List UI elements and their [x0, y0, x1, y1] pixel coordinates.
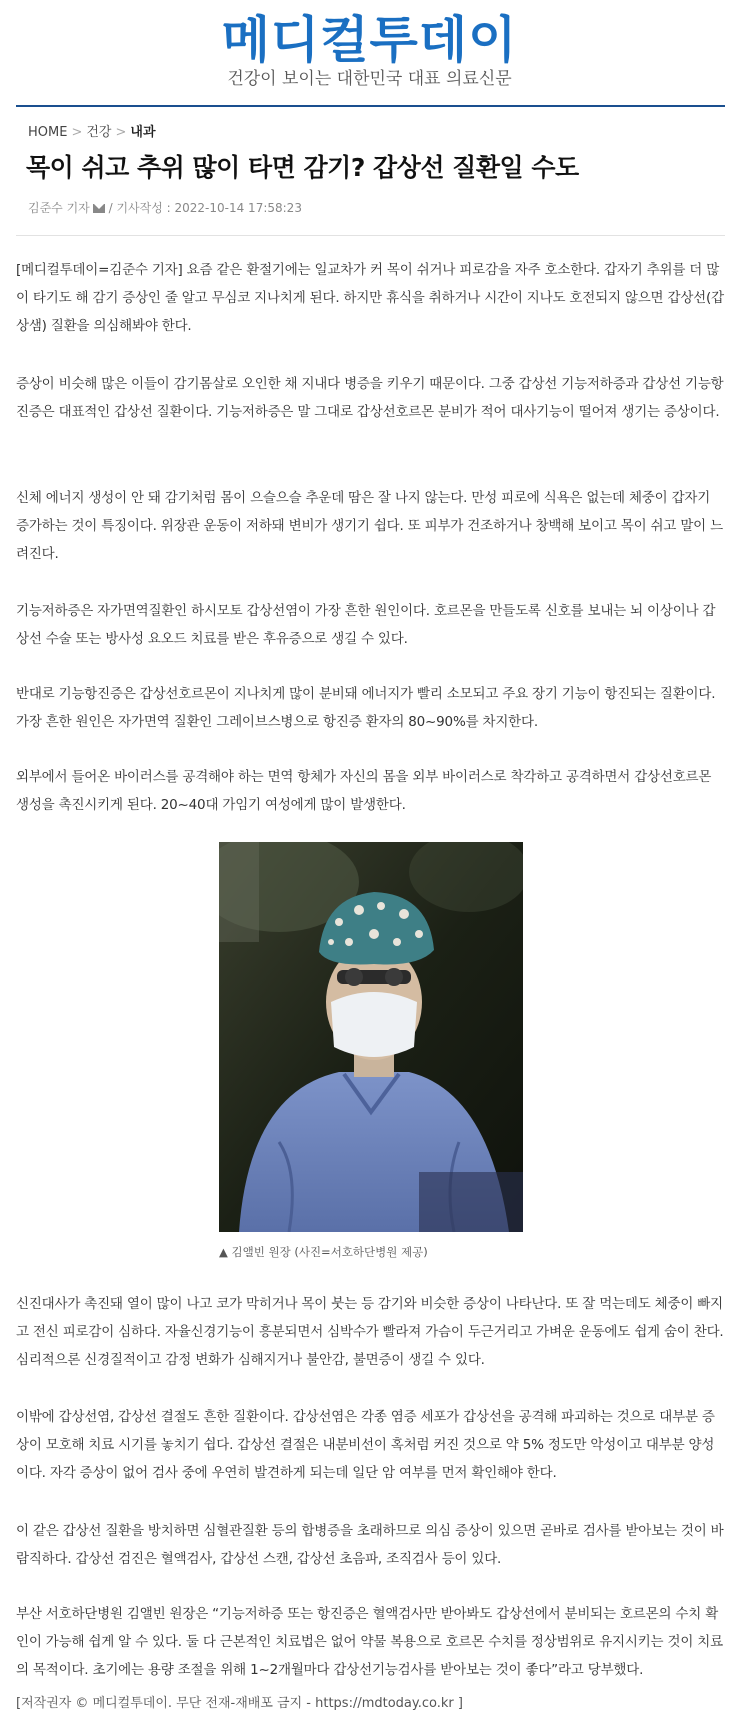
- site-logo[interactable]: 메디컬투데이: [221, 11, 518, 69]
- article-paragraph: 이 같은 갑상선 질환을 방치하면 심혈관질환 등의 합병증을 초래하므로 의심 증상이 있으면 곧바로 검사를 받아보는 것이 바람직하다. 갑상선 검진은 혈액검사, 갑상선 스캔, 갑상선 초음파, 조직검사 등이 있다.: [16, 1523, 724, 1567]
- masthead: [0, 0, 739, 108]
- surgeon-photo-illustration: [219, 842, 523, 1232]
- header-divider: [16, 105, 725, 107]
- photo-caption: ▲ 김앨빈 원장 (사진=서호하단병원 제공): [219, 1245, 428, 1259]
- breadcrumb-separator: >: [71, 125, 83, 140]
- article-byline: [28, 199, 302, 217]
- site-tagline: 건강이 보이는 대한민국 대표 의료신문: [227, 69, 512, 89]
- reporter-name[interactable]: 김준수 기자: [28, 201, 90, 215]
- article-photo: [219, 842, 523, 1232]
- article-headline: 목이 쉬고 추위 많이 타면 감기? 갑상선 질환일 수도: [26, 153, 579, 182]
- article-paragraph: 부산 서호하단병원 김앨빈 원장은 “기능저하증 또는 항진증은 혈액검사만 받아봐도 갑상선에서 분비되는 호르몬의 수치 확인이 가능해 쉽게 알 수 있다. 둘 다 근본적인 치료법은 없어 약물 복용으로 호르몬 수치를 정상범위로 유지시키는 것이 치료의 목적이다. 초기에는 용량 조절을 위해 1~2개월마다 갑상선기능검사를 받아보는 것이 좋다”라고 당부했다.: [16, 1606, 723, 1678]
- article-paragraph: 기능저하증은 자가면역질환인 하시모토 갑상선염이 가장 흔한 원인이다. 호르몬을 만들도록 신호를 보내는 뇌 이상이나 갑상선 수술 또는 방사성 요오드 치료를 받은 후유증으로 생길 수 있다.: [16, 603, 716, 647]
- article-paragraph: 신진대사가 촉진돼 열이 많이 나고 코가 막히거나 목이 붓는 등 감기와 비슷한 증상이 나타난다. 또 잘 먹는데도 체중이 빠지고 전신 피로감이 심하다. 자율신경기능이 흥분되면서 심박수가 빨라져 가슴이 두근거리고 가벼운 운동에도 쉽게 숨이 찬다. 심리적으론 신경질적이고 감정 변화가 심해지거나 불안감, 불면증이 생길 수 있다.: [16, 1296, 724, 1368]
- article-date: / 기사작성 : 2022-10-14 17:58:23: [108, 201, 302, 215]
- meta-divider: [16, 235, 725, 236]
- article-paragraph: [메디컬투데이=김준수 기자] 요즘 같은 환절기에는 일교차가 커 목이 쉬거나 피로감을 자주 호소한다. 갑자기 추위를 더 많이 타기도 해 감기 증상인 줄 알고 무심코 지나치게 된다. 하지만 휴식을 취하거나 시간이 지나도 호전되지 않으면 갑상선(갑상샘) 질환을 의심해봐야 한다.: [16, 262, 724, 334]
- article-paragraph: 반대로 기능항진증은 갑상선호르몬이 지나치게 많이 분비돼 에너지가 빨리 소모되고 주요 장기 기능이 항진되는 질환이다. 가장 흔한 원인은 자가면역 질환인 그레이브스병으로 항진증 환자의 80~90%를 차지한다.: [16, 686, 716, 730]
- breadcrumb-section[interactable]: 건강: [86, 125, 112, 140]
- breadcrumb-separator: >: [115, 125, 127, 140]
- article-paragraph: 외부에서 들어온 바이러스를 공격해야 하는 면역 항체가 자신의 몸을 외부 바이러스로 착각하고 공격하면서 갑상선호르몬 생성을 촉진시키게 된다. 20~40대 가임기 여성에게 많이 발생한다.: [16, 769, 712, 813]
- breadcrumb-current[interactable]: 내과: [130, 125, 156, 140]
- article-paragraph: 신체 에너지 생성이 안 돼 감기처럼 몸이 으슬으슬 추운데 땀은 잘 나지 않는다. 만성 피로에 식욕은 없는데 체중이 갑자기 증가하는 것이 특징이다. 위장관 운동이 저하돼 변비가 생기기 쉽다. 또 피부가 건조하거나 창백해 보이고 목이 쉬고 말이 느려진다.: [16, 490, 723, 562]
- breadcrumb: [28, 124, 156, 142]
- copyright-notice: [저작권자 © 메디컬투데이. 무단 전재-재배포 금지 - https://mdtoday.co.kr ]: [16, 1696, 463, 1711]
- breadcrumb-home[interactable]: HOME: [28, 125, 68, 140]
- article-paragraph: 증상이 비슷해 많은 이들이 감기몸살로 오인한 채 지내다 병증을 키우기 때문이다. 그중 갑상선 기능저하증과 갑상선 기능항진증은 대표적인 갑상선 질환이다. 기능저하증은 말 그대로 갑상선호르몬 분비가 적어 대사기능이 떨어져 생기는 증상이다.: [16, 376, 724, 420]
- article-paragraph: 이밖에 갑상선염, 갑상선 결절도 흔한 질환이다. 갑상선염은 각종 염증 세포가 갑상선을 공격해 파괴하는 것으로 대부분 증상이 모호해 치료 시기를 놓치기 쉽다. 갑상선 결절은 내분비선이 혹처럼 커진 것으로 약 5% 정도만 악성이고 대부분 양성이다. 자각 증상이 없어 검사 중에 우연히 발견하게 되는데 일단 암 여부를 먼저 확인해야 한다.: [16, 1409, 715, 1481]
- mail-icon[interactable]: [93, 204, 105, 213]
